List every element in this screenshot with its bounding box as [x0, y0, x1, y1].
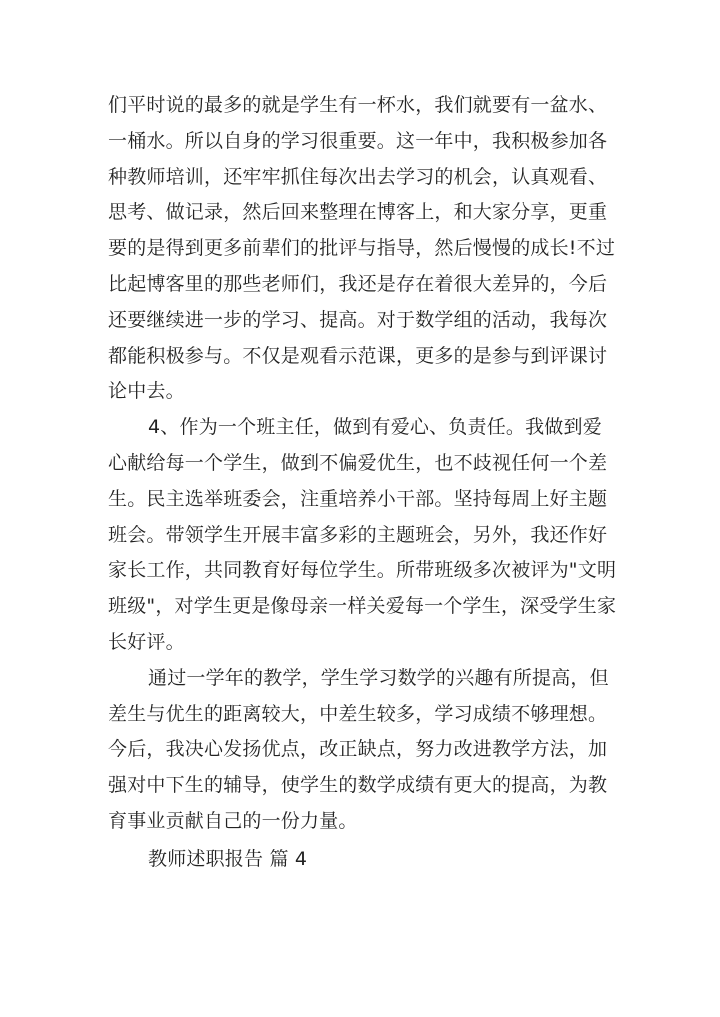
text-line: 今后，我决心发扬优点，改正缺点，努力改进教学方法，加 — [108, 738, 608, 761]
text-line: 种教师培训，还牢牢抓住每次出去学习的机会，认真观看、 — [108, 165, 608, 188]
text-line: 强对中下生的辅导，使学生的数学成绩有更大的提高，为教 — [108, 774, 608, 797]
text-line: 家长工作，共同教育好每位学生。所带班级多次被评为"文明 — [108, 559, 617, 582]
paragraph-1 — [108, 88, 616, 410]
document-body — [108, 88, 617, 878]
text-line: 4、作为一个班主任，做到有爱心、负责任。我做到爱 — [148, 416, 602, 439]
text-line: 一桶水。所以自身的学习很重要。这一年中，我积极参加各 — [108, 129, 608, 152]
paragraph-2 — [108, 410, 617, 661]
text-line: 班会。带领学生开展丰富多彩的主题班会，另外，我还作好 — [108, 523, 608, 546]
text-line: 都能积极参与。不仅是观看示范课，更多的是参与到评课讨 — [108, 344, 608, 367]
text-line: 生。民主选举班委会，注重培养小干部。坚持每周上好主题 — [108, 487, 608, 510]
text-line: 育事业贡献自己的一份力量。 — [108, 809, 358, 832]
text-line: 们平时说的最多的就是学生有一杯水，我们就要有一盆水、 — [108, 94, 608, 116]
text-line: 还要继续进一步的学习、提高。对于数学组的活动，我每次 — [108, 308, 608, 331]
text-line: 思考、做记录，然后回来整理在博客上，和大家分享，更重 — [108, 201, 608, 224]
text-line: 差生与优生的距离较大，中差生较多，学习成绩不够理想。 — [108, 702, 608, 725]
text-line: 班级"，对学生更是像母亲一样关爱每一个学生，深受学生家 — [108, 595, 617, 618]
text-line: 要的是得到更多前辈们的批评与指导，然后慢慢的成长!不过 — [108, 237, 616, 260]
text-line: 心献给每一个学生，做到不偏爱优生，也不歧视任何一个差 — [108, 451, 608, 474]
paragraph-3 — [108, 661, 612, 840]
text-line: 比起博客里的那些老师们，我还是存在着很大差异的，今后 — [108, 272, 608, 295]
text-line: 论中去。 — [108, 380, 185, 403]
text-line: 长好评。 — [108, 630, 185, 653]
text-line: 通过一学年的教学，学生学习数学的兴趣有所提高，但 — [148, 666, 609, 689]
section-heading: 教师述职报告 篇 4 — [148, 847, 308, 870]
